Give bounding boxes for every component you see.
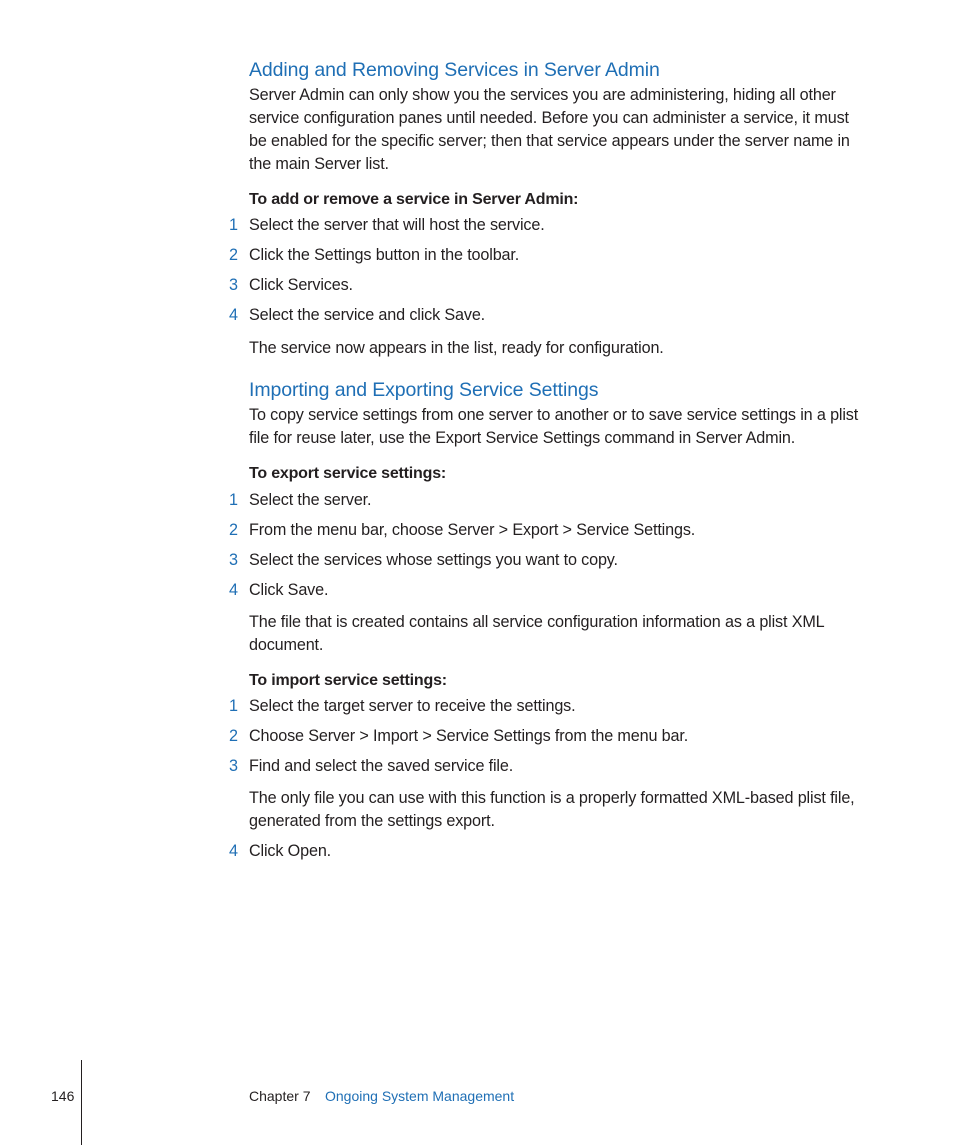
step-text: Find and select the saved service file. <box>249 757 514 775</box>
step-item <box>0 214 900 237</box>
export-result <box>249 611 879 657</box>
step-number: 4 <box>229 581 238 599</box>
step-number: 2 <box>229 521 238 539</box>
section1-paragraph <box>249 84 879 176</box>
step-number: 3 <box>229 757 238 775</box>
section2-paragraph <box>249 404 879 450</box>
step-number: 3 <box>229 551 238 569</box>
step-number: 4 <box>229 842 238 860</box>
step-number: 1 <box>229 697 238 715</box>
step-item <box>0 519 900 542</box>
step-number: 2 <box>229 246 238 264</box>
step-item <box>0 755 900 778</box>
paragraph-line: document. <box>249 636 324 654</box>
step-number: 3 <box>229 276 238 294</box>
procedure-title-export: To export service settings: <box>249 465 447 482</box>
footer-divider <box>81 1060 82 1145</box>
step-item <box>0 489 900 512</box>
footer-chapter-title: Ongoing System Management <box>325 1088 515 1104</box>
step-text: Click the Settings button in the toolbar. <box>249 246 520 264</box>
step-item <box>0 725 900 748</box>
step-item <box>0 695 900 718</box>
paragraph-line: The file that is created contains all service configuration information as a plist XML <box>249 613 825 631</box>
step-item <box>0 304 900 327</box>
step-number: 4 <box>229 306 238 324</box>
paragraph-line: the main Server list. <box>249 155 389 173</box>
step-text: Select the server. <box>249 491 372 509</box>
step-text: Select the server that will host the service. <box>249 216 545 234</box>
step-text: Select the target server to receive the settings. <box>249 697 576 715</box>
step-item <box>0 244 900 267</box>
step-text: Click Services. <box>249 276 353 294</box>
paragraph-line: generated from the settings export. <box>249 812 495 830</box>
step-item <box>0 840 900 863</box>
section-heading-importing-exporting: Importing and Exporting Service Settings <box>249 379 599 401</box>
step-text: Click Save. <box>249 581 329 599</box>
section-heading-adding-removing: Adding and Removing Services in Server Admin <box>249 59 660 81</box>
paragraph-line: To copy service settings from one server to another or to save service settings in a plist <box>249 406 859 424</box>
import-note <box>249 787 879 833</box>
step-item <box>0 549 900 572</box>
step-text: Choose Server > Import > Service Settings from the menu bar. <box>249 727 689 745</box>
step-text: Select the service and click Save. <box>249 306 486 324</box>
step-item <box>0 274 900 297</box>
procedure-title-import: To import service settings: <box>249 672 447 689</box>
step-number: 2 <box>229 727 238 745</box>
footer-chapter-label: Chapter 7 <box>249 1088 311 1104</box>
step-text: From the menu bar, choose Server > Export > Service Settings. <box>249 521 696 539</box>
step-number: 1 <box>229 491 238 509</box>
page-number: 146 <box>51 1088 75 1104</box>
paragraph-line: The only file you can use with this function is a properly formatted XML-based plist file, <box>249 789 855 807</box>
paragraph-line: service configuration panes until needed. Before you can administer a service, it must <box>249 109 849 127</box>
paragraph-line: Server Admin can only show you the services you are administering, hiding all other <box>249 86 836 104</box>
step-number: 1 <box>229 216 238 234</box>
step-result: The service now appears in the list, ready for configuration. <box>249 339 664 357</box>
step-item <box>0 579 900 602</box>
paragraph-line: file for reuse later, use the Export Service Settings command in Server Admin. <box>249 429 796 447</box>
paragraph-line: be enabled for the specific server; then that service appears under the server name in <box>249 132 850 150</box>
procedure-title-add-remove: To add or remove a service in Server Admin: <box>249 191 579 208</box>
step-text: Select the services whose settings you want to copy. <box>249 551 618 569</box>
step-text: Click Open. <box>249 842 332 860</box>
